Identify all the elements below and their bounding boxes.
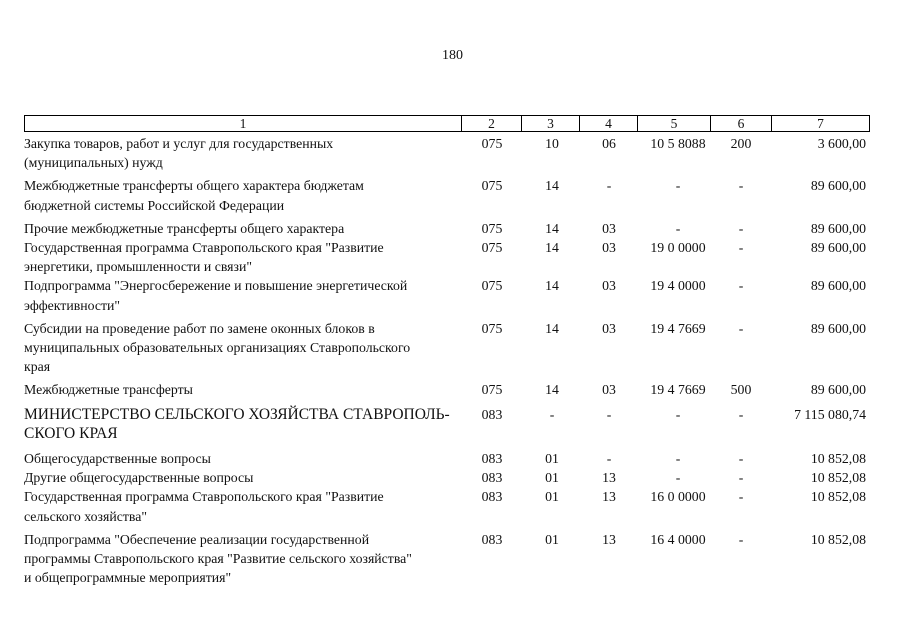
row-cell-c3: 14 [545, 240, 559, 256]
row-cell-c4: - [606, 451, 612, 467]
row-cell-c7: 89 600,00 [810, 240, 866, 256]
row-cell-c2: 083 [481, 470, 503, 486]
row-cell-c3: 01 [545, 531, 559, 547]
row-cell-c4: - [606, 178, 612, 194]
row-name: Закупка товаров, работ и услуг для государственных (муниципальных) нужд [24, 136, 334, 171]
row-cell-c6: - [738, 489, 744, 505]
row-cell-c3: 01 [545, 451, 559, 467]
row-cell-c4: 13 [602, 531, 616, 547]
row-cell-c7: 89 600,00 [810, 320, 866, 336]
row-cell-c6: - [738, 278, 744, 294]
row-cell-c2: 075 [481, 136, 503, 151]
row-name: Межбюджетные трансферты [24, 382, 193, 398]
row-cell-c5: 19 0 0000 [650, 240, 706, 256]
table-row [24, 238, 870, 276]
row-cell-c2: 075 [481, 320, 503, 336]
row-cell-c2: 083 [481, 489, 503, 505]
table-row [24, 405, 870, 443]
row-cell-c5: - [675, 220, 681, 236]
table-row [24, 319, 870, 377]
row-cell-c6: - [738, 470, 744, 486]
column-header-7: 7 [771, 115, 870, 132]
row-cell-c2: 075 [481, 220, 503, 236]
row-cell-c3: 14 [545, 178, 559, 194]
table-row [24, 176, 870, 214]
page-number: 180 [442, 48, 463, 63]
row-cell-c6: - [738, 220, 744, 236]
row-cell-c6: 500 [730, 382, 752, 398]
row-cell-c3: 14 [545, 278, 559, 294]
row-cell-c7: 10 852,08 [810, 470, 866, 486]
row-cell-c4: 06 [602, 136, 616, 151]
row-cell-c2: 075 [481, 240, 503, 256]
row-name: Другие общегосударственные вопросы [24, 470, 254, 486]
table-row [24, 449, 870, 468]
row-cell-c7: 10 852,08 [810, 451, 866, 467]
table-row [24, 219, 870, 238]
row-cell-c6: 200 [730, 136, 752, 151]
row-name: Государственная программа Ставропольского края "Развитие энергетики, промышленности и связи" [24, 240, 384, 275]
row-cell-c7: 3 600,00 [817, 136, 866, 151]
row-name: Межбюджетные трансферты общего характера бюджетам бюджетной системы Российской Федерации [24, 178, 364, 213]
row-cell-c2: 075 [481, 382, 503, 398]
row-cell-c7: 89 600,00 [810, 178, 866, 194]
row-cell-c5: 16 4 0000 [650, 531, 706, 547]
row-cell-c5: 10 5 8088 [650, 136, 706, 151]
row-cell-c2: 075 [481, 178, 503, 194]
row-cell-c6: - [738, 451, 744, 467]
row-cell-c3: 01 [545, 489, 559, 505]
column-header-2: 2 [461, 115, 522, 132]
column-header-4: 4 [579, 115, 638, 132]
column-header-5: 5 [637, 115, 711, 132]
row-cell-c4: 03 [602, 220, 616, 236]
row-cell-c5: - [675, 470, 681, 486]
row-name: Общегосударственные вопросы [24, 451, 211, 467]
row-cell-c3: 14 [545, 382, 559, 398]
row-cell-c7: 10 852,08 [810, 489, 866, 505]
row-cell-c5: 16 0 0000 [650, 489, 706, 505]
row-cell-c5: 19 4 7669 [650, 382, 706, 398]
row-cell-c7: 7 115 080,74 [794, 406, 866, 422]
row-cell-c4: 13 [602, 489, 616, 505]
row-cell-c2: 075 [481, 278, 503, 294]
column-header-6: 6 [710, 115, 772, 132]
row-name: МИНИСТЕРСТВО СЕЛЬСКОГО ХОЗЯЙСТВА СТАВРОПОЛЬ- СКОГО КРАЯ [24, 405, 450, 442]
table-row [24, 468, 870, 487]
row-cell-c5: 19 4 0000 [650, 278, 706, 294]
row-cell-c5: - [675, 406, 681, 422]
row-name: Прочие межбюджетные трансферты общего характера [24, 220, 345, 236]
table-row [24, 487, 870, 525]
row-cell-c6: - [738, 178, 744, 194]
row-cell-c5: - [675, 451, 681, 467]
row-cell-c6: - [738, 320, 744, 336]
row-cell-c4: - [606, 406, 612, 422]
row-cell-c7: 89 600,00 [810, 220, 866, 236]
row-cell-c6: - [738, 406, 744, 422]
table-row [24, 530, 870, 588]
row-cell-c2: 083 [481, 531, 503, 547]
row-name: Подпрограмма "Обеспечение реализации государственной программы Ставропольского края "Развитие сельского хозяйства" и общепрограммные мероприятия" [24, 531, 412, 586]
row-cell-c3: 14 [545, 320, 559, 336]
row-cell-c7: 89 600,00 [810, 278, 866, 294]
table-body [24, 134, 870, 587]
row-cell-c6: - [738, 531, 744, 547]
row-cell-c2: 083 [481, 406, 503, 422]
row-cell-c5: - [675, 178, 681, 194]
row-cell-c7: 89 600,00 [810, 382, 866, 398]
row-cell-c6: - [738, 240, 744, 256]
row-cell-c3: - [549, 406, 555, 422]
row-name: Субсидии на проведение работ по замене оконных блоков в муниципальных образовательных организациях Ставропольского края [24, 320, 411, 375]
row-name: Государственная программа Ставропольского края "Развитие сельского хозяйства" [24, 489, 384, 524]
table-row [24, 134, 870, 172]
row-cell-c4: 03 [602, 382, 616, 398]
row-name: Подпрограмма "Энергосбережение и повышение энергетической эффективности" [24, 278, 408, 313]
table-row [24, 380, 870, 399]
column-header-3: 3 [521, 115, 580, 132]
row-cell-c3: 14 [545, 220, 559, 236]
row-cell-c3: 01 [545, 470, 559, 486]
row-cell-c4: 13 [602, 470, 616, 486]
row-cell-c5: 19 4 7669 [650, 320, 706, 336]
row-cell-c7: 10 852,08 [810, 531, 866, 547]
row-cell-c4: 03 [602, 278, 616, 294]
row-cell-c2: 083 [481, 451, 503, 467]
row-cell-c4: 03 [602, 240, 616, 256]
table-row [24, 276, 870, 314]
row-cell-c3: 10 [545, 136, 559, 151]
column-header-1: 1 [24, 115, 462, 132]
row-cell-c4: 03 [602, 320, 616, 336]
